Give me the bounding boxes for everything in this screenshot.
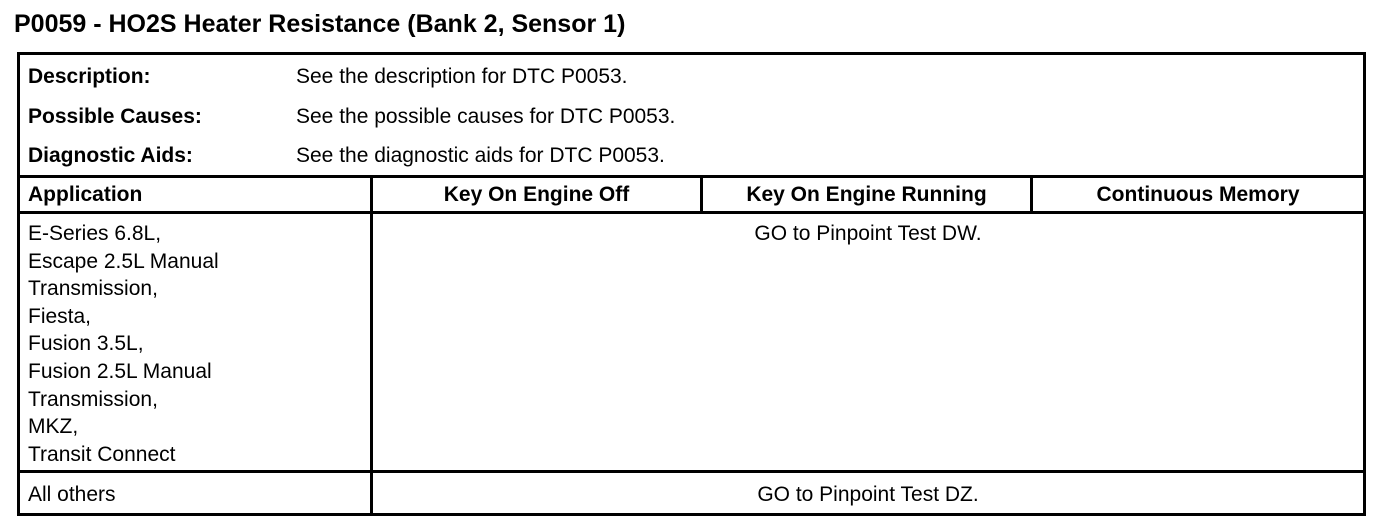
application-line: Fusion 3.5L, [28,332,144,356]
application-line: Transit Connect [28,442,176,466]
application-line: MKZ, [28,415,79,439]
possible-causes-label: Possible Causes: [28,105,202,128]
possible-causes-value: See the possible causes for DTC P0053. [296,105,676,128]
description-value: See the description for DTC P0053. [296,65,628,88]
info-divider [20,175,1363,178]
application-list [28,220,219,468]
application-line: Escape 2.5L Manual [28,249,219,273]
row-divider [20,470,1363,473]
page-title: P0059 - HO2S Heater Resistance (Bank 2, Sensor 1) [14,10,626,38]
application-line: Fusion 2.5L Manual [28,359,212,383]
description-label: Description: [28,65,151,88]
header-key-on-engine-running: Key On Engine Running [746,183,987,206]
diagnostic-aids-value: See the diagnostic aids for DTC P0053. [296,144,665,167]
header-divider [20,211,1363,214]
application-line: Fiesta, [28,304,92,328]
action-pinpoint-test-dz: GO to Pinpoint Test DZ. [757,483,979,506]
header-application: Application [28,183,143,206]
header-continuous-memory: Continuous Memory [1096,183,1300,206]
dtc-table [17,52,1366,516]
action-pinpoint-test-dw: GO to Pinpoint Test DW. [754,222,982,245]
application-line: Transmission, [28,277,158,301]
application-line: Transmission, [28,387,158,411]
header-key-on-engine-off: Key On Engine Off [443,183,630,206]
diagnostic-aids-label: Diagnostic Aids: [28,144,193,167]
application-line: E-Series 6.8L, [28,222,162,245]
application-all-others: All others [28,483,116,506]
